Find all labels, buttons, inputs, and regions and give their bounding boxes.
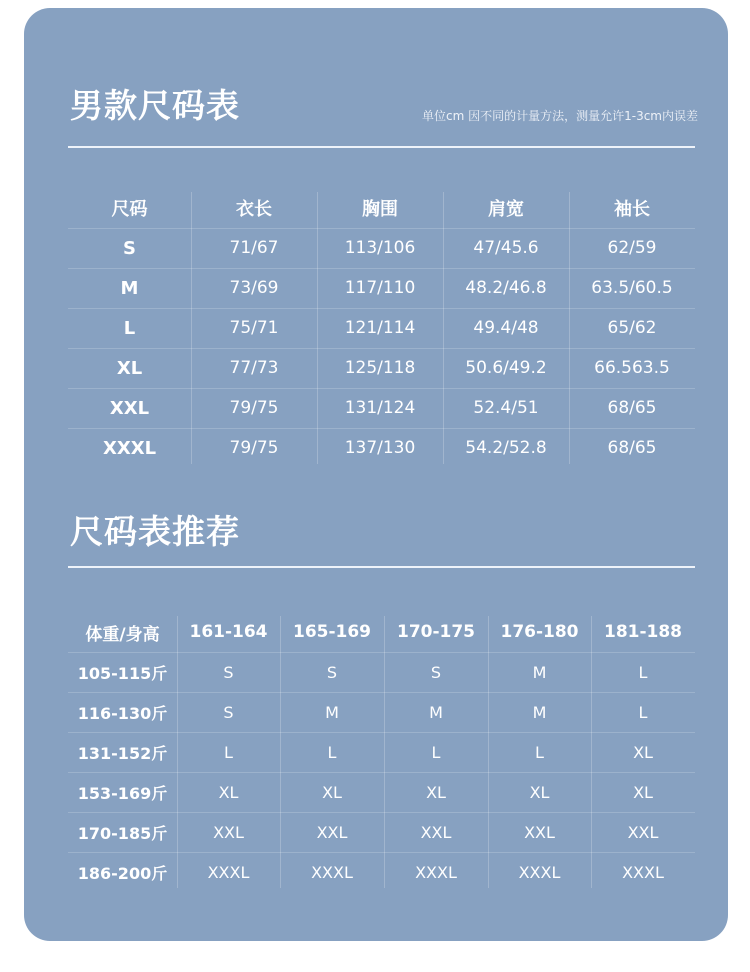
row-label: 116-130斤 [77,703,168,723]
row-label: 186-200斤 [77,863,168,883]
table-cell: XL [322,782,342,802]
column-header: 体重/身高 [85,624,160,645]
column-header: 170-175 [396,622,476,642]
table-cell: XXXL [518,862,561,882]
row-divider [68,692,695,693]
table-cell: 68/65 [607,438,657,458]
column-header: 161-164 [189,622,268,642]
table-cell: XXL [213,822,244,842]
table-row [68,652,695,692]
table-cell: 52.4/51 [473,398,539,418]
row-label: L [123,317,136,339]
table-cell: XXL [627,822,659,842]
table-cell: M [532,702,547,722]
row-label: 131-152斤 [77,743,168,763]
table-cell: 121/114 [344,318,416,338]
table-cell: L [327,742,337,762]
row-label: 105-115斤 [77,663,168,683]
table-cell: XXXL [622,862,664,882]
table-cell: S [223,702,234,722]
row-label: M [120,277,139,299]
column-divider [384,616,385,888]
table-cell: XXL [420,822,452,842]
row-divider [68,812,695,813]
column-divider [177,616,178,888]
table-cell: 79/75 [229,398,279,418]
table-cell: 71/67 [229,238,279,258]
table-cell: 47/45.6 [473,238,539,258]
table-cell: 63.5/60.5 [591,278,673,298]
column-header: 181-188 [603,622,683,642]
row-divider [68,268,695,269]
table-row [68,692,695,732]
table-cell: S [326,662,338,682]
row-divider [68,308,695,309]
size-chart-table [68,188,695,462]
row-label: XXXL [102,437,157,459]
table-cell: 48.2/46.8 [465,278,547,298]
table-cell: 125/118 [344,358,416,378]
column-header: 袖长 [614,199,650,220]
table-cell: XXXL [207,862,250,882]
table-row [68,852,695,892]
table-cell: XXXL [415,862,457,882]
measurement-note: 单位cm 因不同的计量方法，测量允许1-3cm内误差 [422,109,698,123]
table-cell: 117/110 [344,278,416,298]
column-header: 衣长 [236,199,272,220]
column-divider [317,192,318,464]
table-cell: S [430,662,442,682]
recommend-divider [68,566,695,568]
row-label: S [123,237,136,259]
recommend-title: 尺码表推荐 [70,512,240,551]
row-divider [68,348,695,349]
table-row [68,428,695,468]
table-cell: L [638,662,648,682]
table-cell: XL [426,782,446,802]
table-cell: 137/130 [344,438,416,458]
table-row [68,308,695,348]
row-divider [68,228,695,229]
size_chart-header-row [68,188,695,228]
table-cell: XL [633,742,653,762]
table-cell: 68/65 [607,398,657,418]
table-cell: 50.6/49.2 [465,358,547,378]
table-cell: 131/124 [344,398,416,418]
row-label: 153-169斤 [77,783,168,803]
table-cell: 77/73 [229,358,279,378]
table-cell: XXL [316,822,348,842]
table-cell: XL [633,782,653,802]
table-cell: L [224,742,233,762]
table-cell: L [535,742,544,762]
table-cell: 62/59 [607,238,657,258]
table-row [68,388,695,428]
column-divider [591,616,592,888]
row-divider [68,852,695,853]
table-cell: 113/106 [344,238,416,258]
table-cell: XXXL [311,862,353,882]
column-divider [569,192,570,464]
table-cell: M [325,702,339,722]
title-divider [68,146,695,148]
table-cell: XXL [524,822,555,842]
table-cell: 49.4/48 [473,318,539,338]
table-cell: L [431,742,441,762]
row-divider [68,732,695,733]
table-row [68,732,695,772]
recommend-header-row [68,612,695,652]
table-row [68,228,695,268]
row-divider [68,772,695,773]
table-cell: 75/71 [229,318,279,338]
table-cell: M [429,702,443,722]
table-cell: 79/75 [229,438,279,458]
column-divider [280,616,281,888]
table-cell: 73/69 [229,278,279,298]
table-row [68,348,695,388]
table-cell: L [638,702,648,722]
table-cell: 54.2/52.8 [465,438,547,458]
table-cell: S [223,662,234,682]
row-divider [68,428,695,429]
size-chart-title: 男款尺码表 [70,86,240,125]
row-divider [68,652,695,653]
table-cell: XL [218,782,239,802]
size-recommend-table [68,612,695,888]
column-divider [443,192,444,464]
column-header: 肩宽 [488,199,524,220]
table-row [68,268,695,308]
table-cell: XL [529,782,550,802]
table-cell: 66.563.5 [594,358,670,378]
table-cell: 65/62 [607,318,657,338]
table-cell: M [532,662,547,682]
table-row [68,812,695,852]
row-label: 170-185斤 [77,823,168,843]
row-divider [68,388,695,389]
column-header: 165-169 [292,622,372,642]
column-divider [488,616,489,888]
column-header: 176-180 [500,622,579,642]
table-row [68,772,695,812]
row-label: XXL [109,397,150,419]
row-label: XL [116,357,143,379]
column-header: 胸围 [362,199,398,220]
column-divider [191,192,192,464]
column-header: 尺码 [111,199,148,220]
